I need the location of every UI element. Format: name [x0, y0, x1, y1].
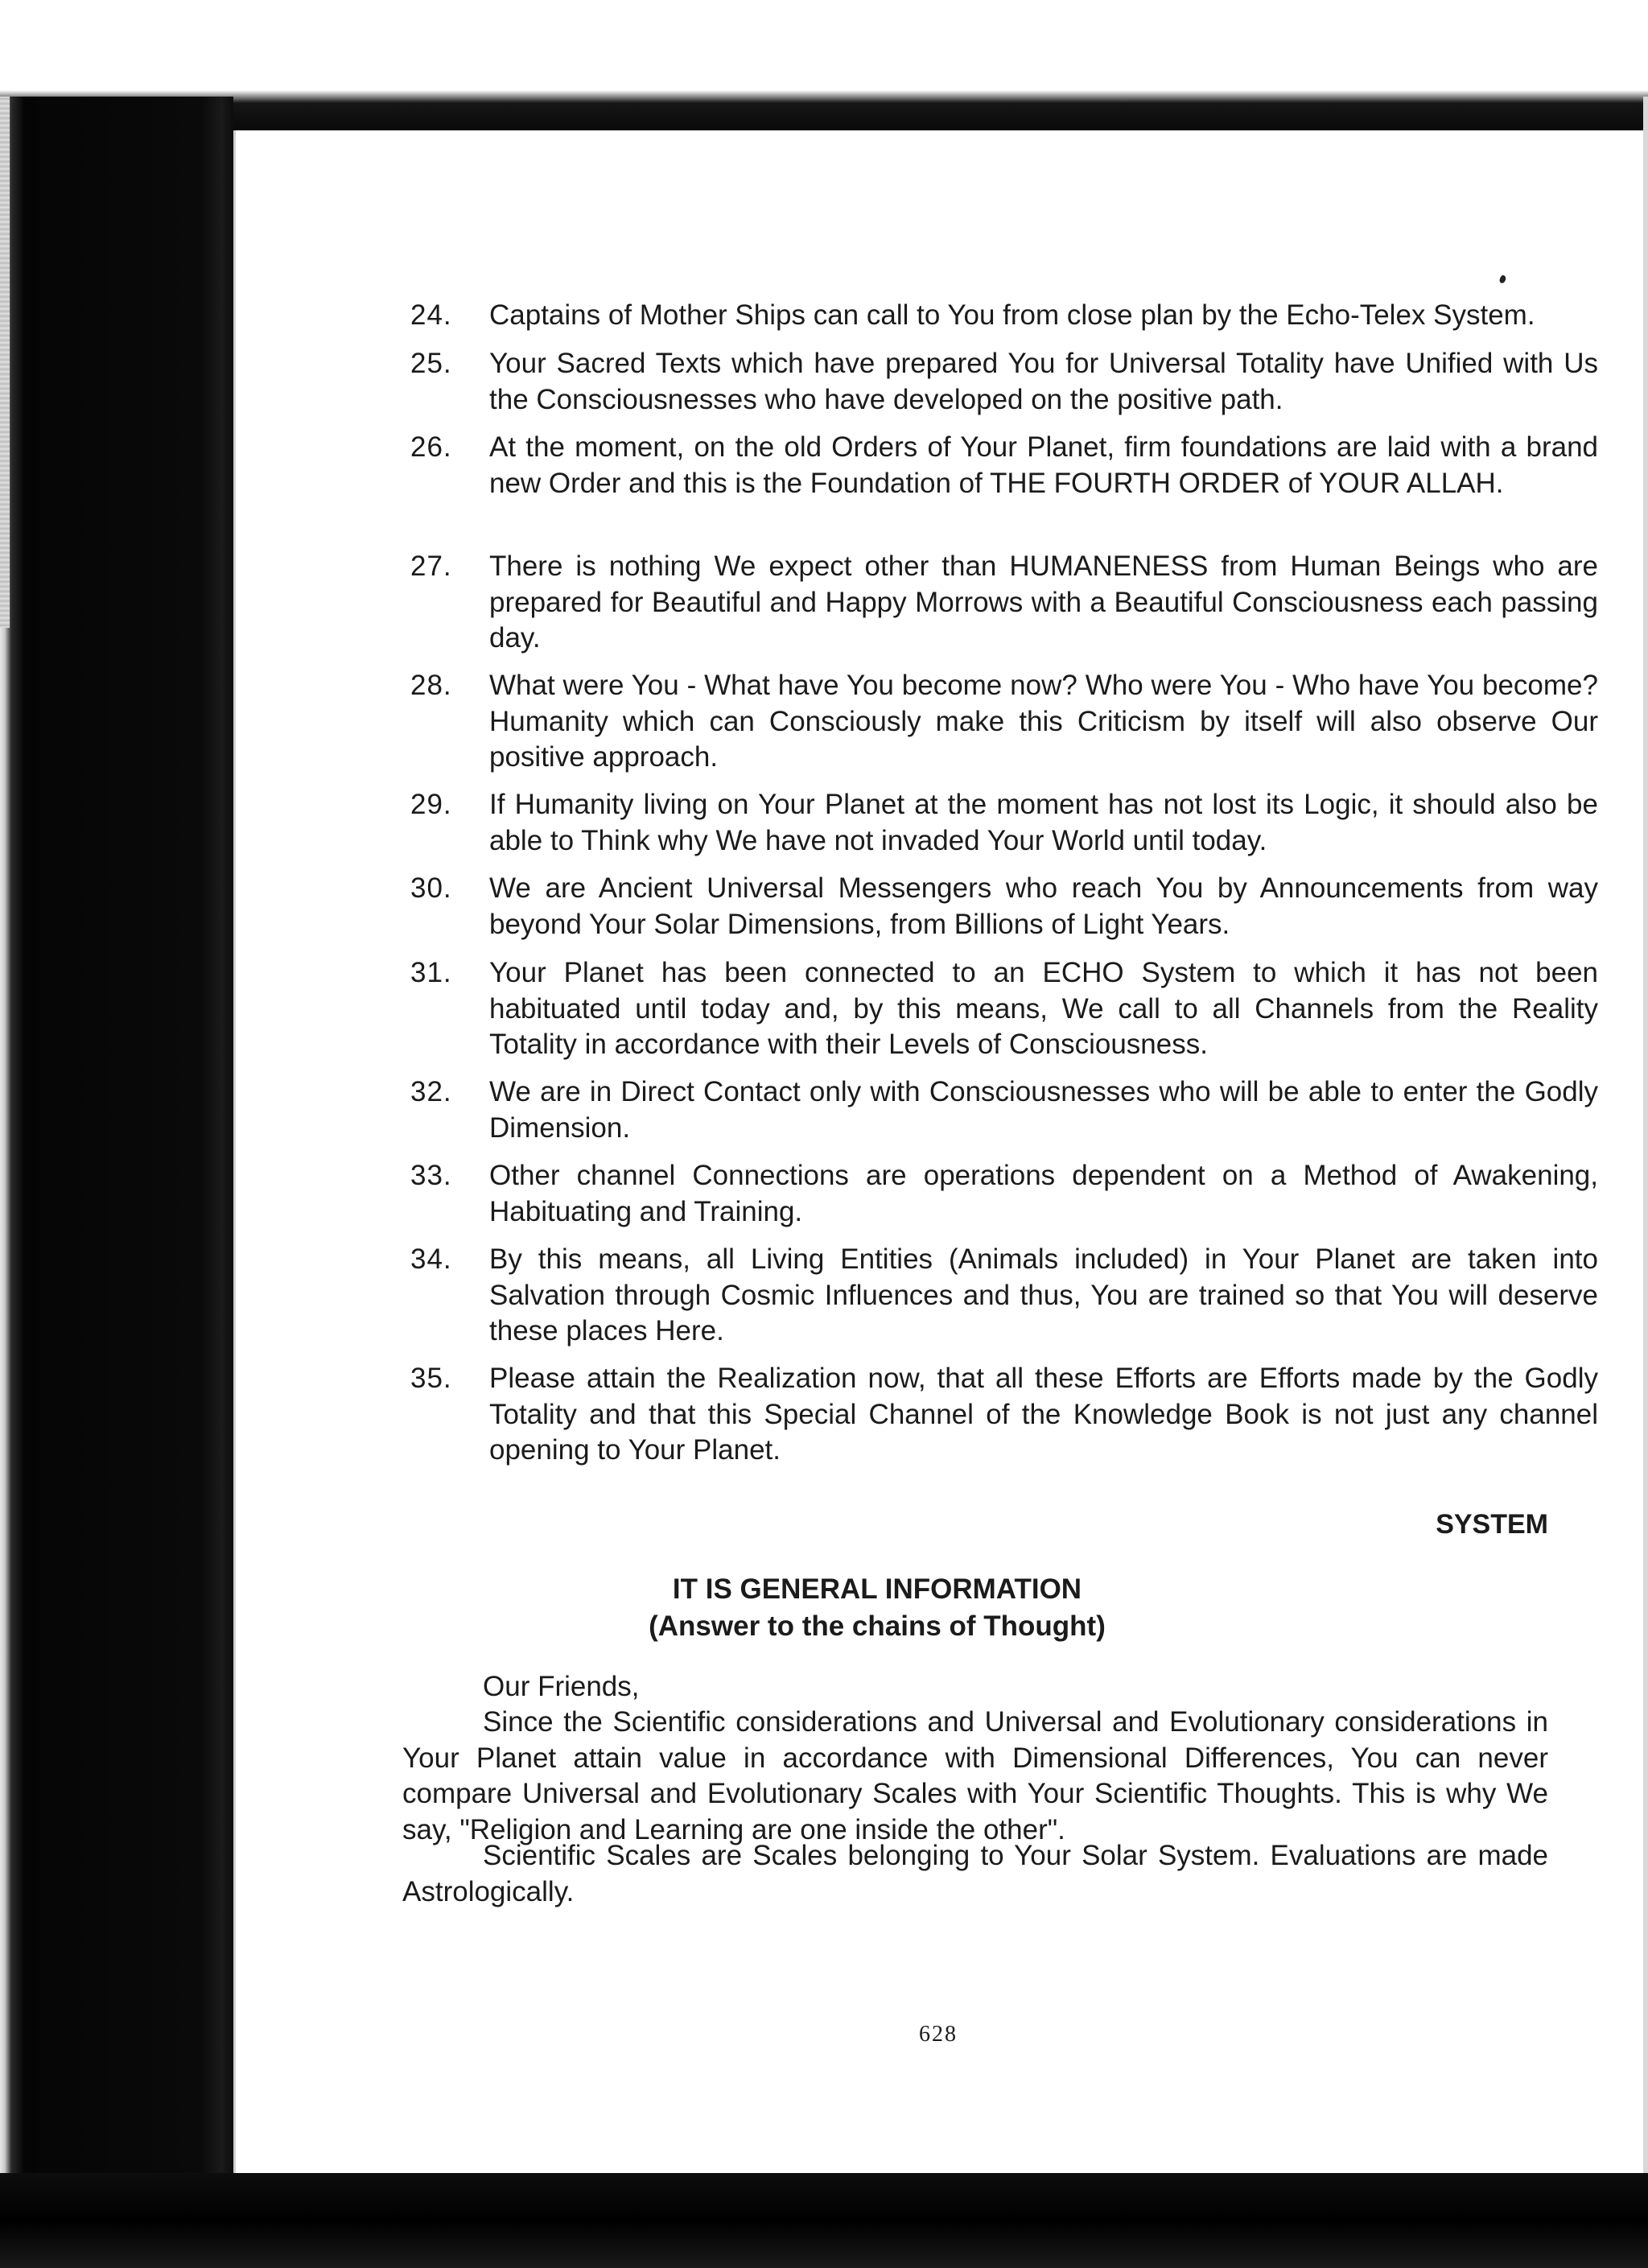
list-item	[410, 1158, 1598, 1230]
list-item	[410, 955, 1598, 1063]
item-text: By this means, all Living Entities (Animals included) in Your Planet are taken into Salvation through Cosmic Influences and thus, You are trained so that You will deserve these places Here.	[489, 1243, 1598, 1346]
item-text: Other channel Connections are operations dependent on a Method of Awakening, Habituating and Training.	[489, 1160, 1598, 1227]
item-number: 24.	[410, 299, 452, 331]
item-number: 25.	[410, 348, 452, 379]
item-text: We are Ancient Universal Messengers who reach You by Announcements from way beyond Your Solar Dimensions, from Billions of Light Years.	[489, 872, 1598, 940]
greeting: Our Friends,	[483, 1671, 640, 1702]
scan-left-border	[0, 97, 233, 2268]
item-number: 34.	[410, 1243, 452, 1275]
item-text: Please attain the Realization now, that all these Efforts are Efforts made by the Godly Totality and that this Special Channel of the Knowledge Book is not just any channel opening to Your Planet.	[489, 1363, 1598, 1466]
item-text: At the moment, on the old Orders of Your Planet, firm foundations are laid with a brand new Order and this is the Foundation of THE FOURTH ORDER of YOUR ALLAH.	[489, 431, 1598, 499]
signoff: SYSTEM	[1436, 1509, 1548, 1540]
list-item	[410, 668, 1598, 776]
item-text: Your Planet has been connected to an ECHO System to which it has not been habituated until today and, by this means, We call to all Channels from the Reality Totality in accordance with their Levels of Consciousness.	[489, 957, 1598, 1060]
paragraph: Scientific Scales are Scales belonging to Your Solar System. Evaluations are made Astrologically.	[402, 1840, 1548, 1907]
list-item	[410, 549, 1598, 657]
list-item	[410, 1074, 1598, 1146]
item-number: 32.	[410, 1076, 452, 1107]
item-text: Your Sacred Texts which have prepared You for Universal Totality have Unified with Us the Consciousnesses who have developed on the positive path.	[489, 348, 1598, 415]
item-number: 33.	[410, 1160, 452, 1191]
scan-right-edge	[1643, 97, 1648, 2173]
scan-top-border	[0, 0, 1648, 130]
list-item	[410, 871, 1598, 942]
book-page	[233, 130, 1643, 2173]
item-number: 28.	[410, 670, 452, 701]
item-number: 30.	[410, 872, 452, 904]
item-number: 27.	[410, 551, 452, 582]
ink-speck	[1498, 274, 1507, 284]
list-item	[410, 1361, 1598, 1469]
section-subheading: (Answer to the chains of Thought)	[649, 1610, 1106, 1642]
list-item	[410, 298, 1598, 334]
list-item	[410, 346, 1598, 418]
item-number: 31.	[410, 957, 452, 988]
list-item	[410, 1242, 1598, 1350]
item-number: 35.	[410, 1363, 452, 1394]
item-number: 26.	[410, 431, 452, 463]
scan-bottom-border	[0, 2173, 1648, 2268]
page-edge	[233, 130, 236, 2173]
item-text: We are in Direct Contact only with Consciousnesses who will be able to enter the Godly Dimension.	[489, 1076, 1598, 1144]
item-text: Captains of Mother Ships can call to You from close plan by the Echo-Telex System.	[489, 299, 1535, 331]
item-number: 29.	[410, 789, 452, 820]
paragraph: Since the Scientific considerations and Universal and Evolutionary considerations in Your Planet attain value in accordance with Dimensional Differences, You can never compare Universal and Evolutionary Scales with Your Scientific Thoughts. This is why We say, "Religion and Learning are one inside the other".	[402, 1706, 1548, 1845]
list-item	[410, 430, 1598, 501]
list-item	[410, 787, 1598, 859]
item-text: There is nothing We expect other than HUMANENESS from Human Beings who are prepared for Beautiful and Happy Morrows with a Beautiful Consciousness each passing day.	[489, 551, 1598, 654]
item-text: If Humanity living on Your Planet at the moment has not lost its Logic, it should also be able to Think why We have not invaded Your World until today.	[489, 789, 1598, 856]
section-heading: IT IS GENERAL INFORMATION	[672, 1573, 1082, 1605]
item-text: What were You - What have You become now? Who were You - Who have You become? Humanity which can Consciously make this Criticism by itself will also observe Our positive approach.	[489, 670, 1598, 773]
page-number: 628	[919, 2022, 958, 2047]
